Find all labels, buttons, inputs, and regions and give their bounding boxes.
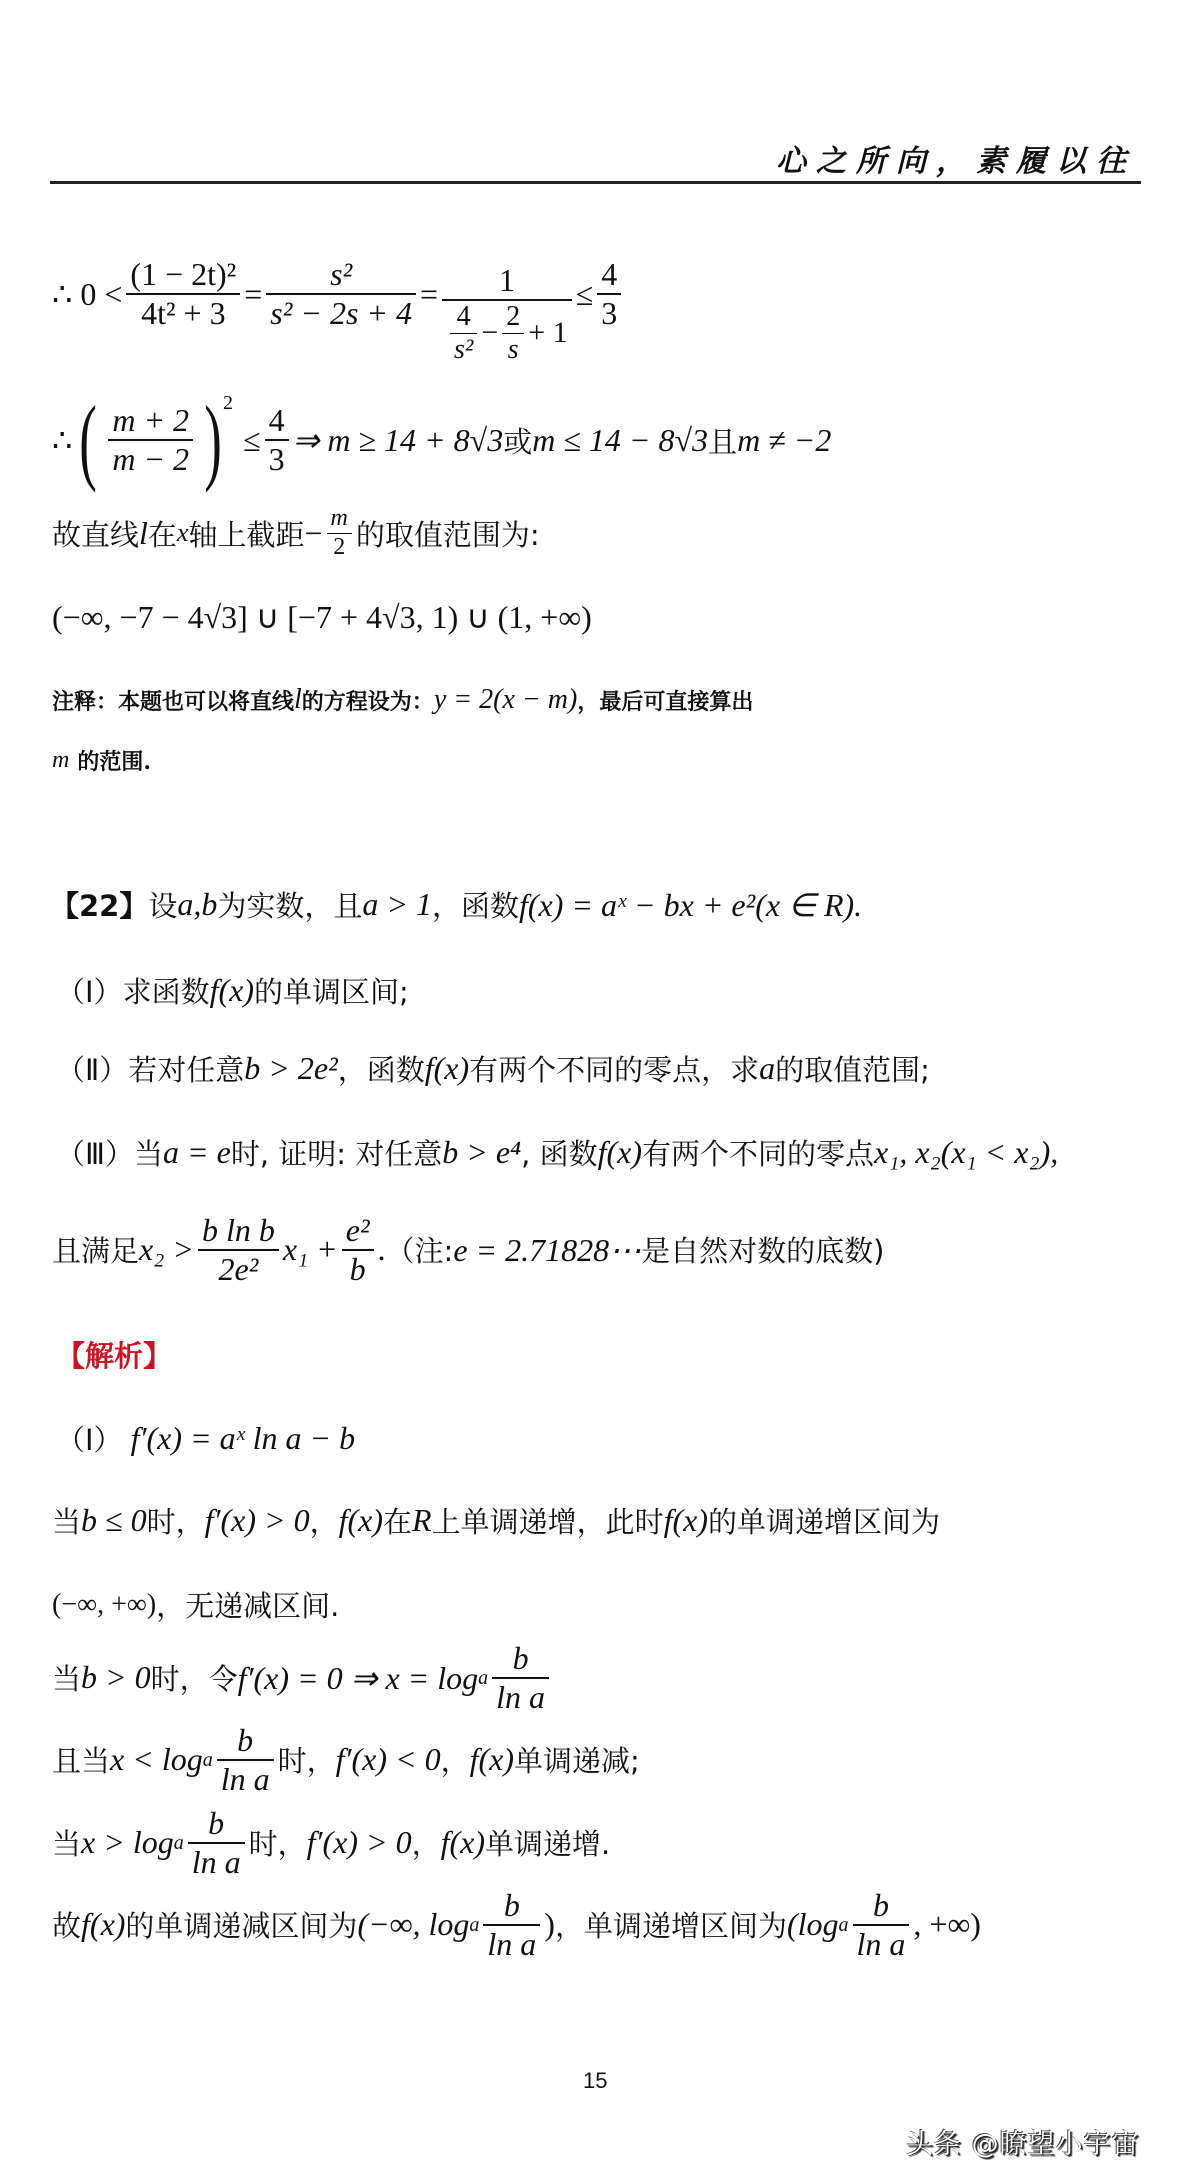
solution-line-1: ∴ 0 < $\frac{\text{(1 − 2t)²}}{\text{4t² + 3}}$ = $\frac{\text{s²}}{\text{s² − 2s + 4}}$ = 1 $\frac{4}{\text{s²}}$ − $\frac{2}{s}$ + 1 ≤ $\frac{4}{3}$	[52, 222, 625, 366]
header-divider	[50, 181, 1141, 184]
solution-line-2: ∴ ( $\frac{m + 2}{m - 2}$ ) 2 ≤ $\frac{4}{3}$ ⇒ m ≥ 14 + 8√3 或 m ≤ 14 − 8√3 且 m ≠ −2	[52, 386, 832, 493]
problem-part-3-cont: 且满足 x₂ > $\frac{\text{b ln b}}{\text{2e²}}$ x₁ + $\frac{\text{e²}}{b}$ . （注: e = 2.71828⋯ 是自然对数的底数)	[52, 1212, 885, 1287]
page-number: 15	[583, 2068, 608, 2093]
fraction-3: 1 $\frac{4}{\text{s²}}$ − $\frac{2}{s}$ + 1	[442, 262, 572, 366]
analysis-case-2: 当 b > 0 时，令 f′(x) = 0 ⇒ x = log a $\frac{b}{\text{ln a}}$	[52, 1640, 553, 1716]
solution-range: (−∞, −7 − 4√3] ∪ [−7 + 4√3, 1) ∪ (1, +∞)	[52, 599, 592, 635]
fraction-1: $\frac{\text{(1 − 2t)²}}{\text{4t² + 3}}$	[126, 256, 240, 332]
note-line-1: 注释：本题也可以将直线 l 的方程设为： y = 2(x − m) ，最后可直接算出	[52, 684, 754, 715]
problem-part-3: （Ⅲ） 当 a = e 时, 证明: 对任意 b > e⁴ , 函数 f(x) 有两个不同的零点 x₁, x₂(x₁ < x₂),	[56, 1134, 1059, 1171]
analysis-case-2-increase: 当 x > log a $\frac{b}{\text{ln a}}$ 时， f′(x) > 0 ， f(x) 单调递增.	[52, 1805, 611, 1880]
problem-part-2: （Ⅱ） 若对任意 b > 2e² ，函数 f(x) 有两个不同的零点，求 a 的取值范围;	[56, 1050, 930, 1087]
header-motto: 心之所向，素履以往	[776, 144, 1136, 179]
fraction-2: $\frac{\text{s²}}{\text{s² − 2s + 4}}$	[266, 256, 416, 332]
analysis-case-2-decrease: 且当 x < log a $\frac{b}{\text{ln a}}$ 时， f′(x) < 0 ， f(x) 单调递减;	[52, 1722, 640, 1797]
solution-line-3: 故直线 l 在 x 轴上截距 − $\frac{m}{2}$ 的取值范围为:	[52, 505, 540, 560]
analysis-conclusion: 故 f(x) 的单调递减区间为 (−∞, log a $\frac{b}{\text{ln a}}$ ) ，单调递增区间为 (log a $\frac{b}{\text{ln a}}$ , +∞)	[52, 1887, 981, 1962]
watermark: 头条 @瞭望小宇宙	[906, 2129, 1140, 2160]
analysis-title: 【解析】	[56, 1339, 173, 1373]
analysis-part-1: （Ⅰ） f′(x) = aˣ ln a − b	[56, 1420, 356, 1457]
fraction-4: $\frac{4}{3}$	[597, 256, 621, 332]
problem-number: 【22】	[50, 889, 149, 923]
analysis-case-1: 当 b ≤ 0 时， f′(x) > 0 ， f(x) 在 R 上单调递增，此时 f(x) 的单调递增区间为	[52, 1502, 941, 1539]
analysis-case-1-cont: (−∞, +∞) ，无递减区间.	[52, 1588, 340, 1623]
therefore-prefix: ∴ 0 <	[52, 276, 123, 313]
problem-22-stem: 【22】 设 a,b 为实数，且 a > 1 ，函数 f(x) = aˣ − bx + e²(x ∈ R).	[50, 886, 863, 923]
problem-part-1: （Ⅰ） 求函数 f(x) 的单调区间;	[56, 972, 409, 1009]
fraction-m: $\frac{m + 2}{m - 2}$	[108, 402, 193, 478]
note-line-2: m 的范围.	[52, 747, 152, 775]
